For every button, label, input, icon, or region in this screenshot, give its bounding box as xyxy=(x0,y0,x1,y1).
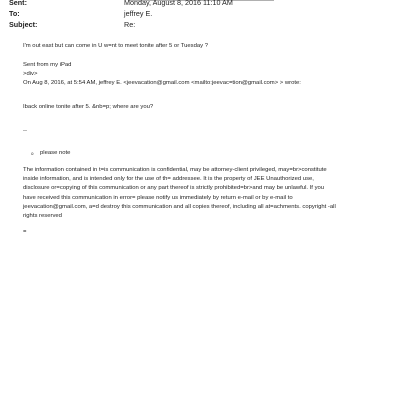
subject-value: Re: xyxy=(124,20,136,29)
bullet-circle-icon: o xyxy=(31,151,34,156)
body-line-3: >div> xyxy=(23,71,38,77)
footer-line-4: have received this communication in error= please notify us immediately by return e-mail or by e-mail to xyxy=(23,194,293,201)
sent-label: Sent: xyxy=(9,0,27,7)
body-line-5: Iback online tonite after 5. &nb=p; where are you? xyxy=(23,104,154,110)
footer-line-2: inside information, and is intended only for the use of th= addressee. It is the property of JEE Unauthorized use, xyxy=(23,176,314,183)
to-value: jeffrey E. xyxy=(124,9,153,18)
body-line-6: -- xyxy=(23,128,27,134)
body-line-1: I'm out east but can come in U w=nt to meet tonite after 5 or Tuesday ? xyxy=(23,43,208,49)
to-label: To: xyxy=(9,9,20,18)
footer-line-1: The information contained in t=is communication is confidential, may be attorney-client privileged, may=br>constitute xyxy=(23,167,327,173)
bullet-text: please note xyxy=(40,150,71,156)
sent-row xyxy=(9,0,389,8)
body-line-2: Sent from my iPad xyxy=(23,62,72,68)
subject-row xyxy=(9,20,389,30)
subject-label: Subject: xyxy=(9,20,38,29)
to-row xyxy=(9,9,389,19)
footer-line-3: disclosure or=copying of this communication or any part thereof is strictly prohibited=br>and may be unlawful. If you xyxy=(23,185,325,192)
footer-line-5: jeevacation@gmail.com, a=d destroy this communication and all copies thereof, including all at=achments. copyright -all xyxy=(23,203,336,210)
confidentiality-footer xyxy=(23,166,395,221)
sent-value: Monday, August 8, 2016 11:10 AM xyxy=(124,0,233,7)
body-line-4: On Aug 8, 2016, at 5:54 AM, jeffrey E. <jeevacation@gmail.com <mailto:jeevac=tion@gmail.com> > wrote: xyxy=(23,80,301,86)
trailing-equals: = xyxy=(23,229,27,235)
footer-line-6: rights reserved xyxy=(23,213,62,220)
bullet-item xyxy=(23,149,223,158)
